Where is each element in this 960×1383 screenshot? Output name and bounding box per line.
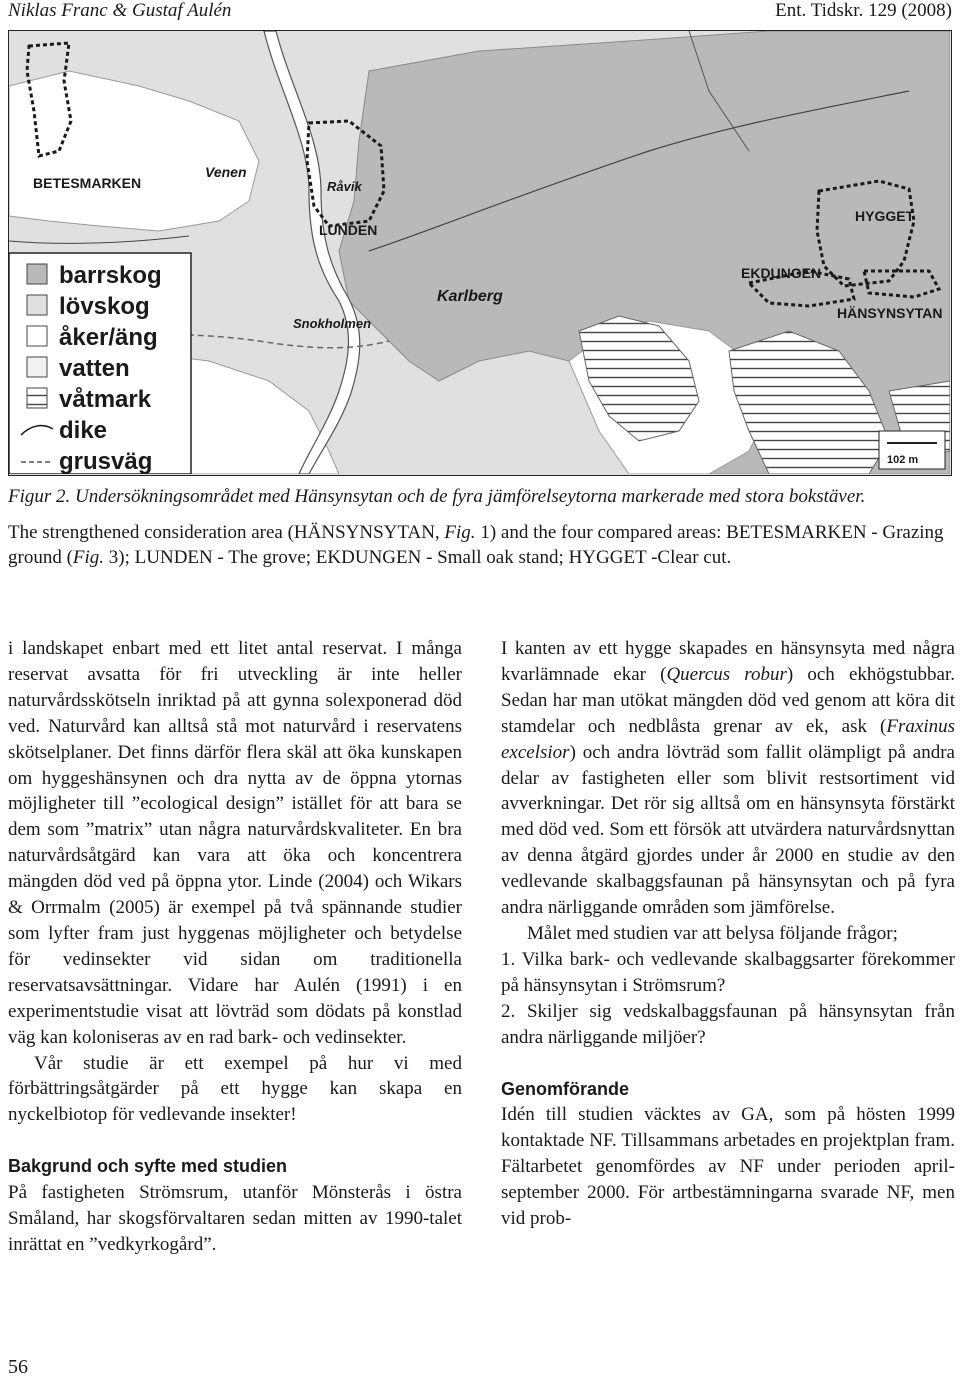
caption-swedish: Figur 2. Undersökningsområdet med Hänsynsytan och de fyra jämförelseytorna markerade med stora bokstäver.	[8, 486, 866, 507]
left-paragraph-3: På fastigheten Strömsrum, utanför Mönsterås i östra Småland, har skogsförvaltaren sedan mitten av 1990-talet inrättat en ”vedkyrkogård”.	[8, 1182, 462, 1255]
legend-label-lovskog: lövskog	[59, 293, 150, 320]
place-label-ravik: Råvik	[327, 179, 362, 194]
legend-label-vatmark: våtmark	[59, 386, 152, 413]
scale-label: 102 m	[887, 454, 919, 466]
legend-swatch-vatten	[27, 357, 47, 377]
caption-english-fig-ref-1: Fig.	[444, 521, 476, 543]
caption-english-part-c: 3); LUNDEN - The grove; EKDUNGEN - Small oak stand; HYGGET -Clear cut.	[104, 547, 732, 568]
place-label-lunden: LUNDEN	[319, 222, 378, 238]
page-number: 56	[8, 1356, 28, 1378]
right-spacer	[501, 1051, 955, 1077]
right-p1-part-c: ) och andra lövträd som fallit olämpligt på andra delar av fastigheten eller som blivit restsortiment vid avverkningar. Det rör sig alltså om en hänsynsyta förstärkt med död ved. Som ett försök att utvärdera naturvårdsnyttan av denna åtgärd gjordes under år 2000 en studie av den vedlevande skalbaggsfaunan på hänsynsytan och på fyra andra närliggande områden som jämförelse.	[501, 741, 955, 919]
research-question-2: 2. Skiljer sig vedskalbaggsfaunan på hänsynsytan från andra närliggande miljöer?	[501, 1000, 955, 1048]
research-question-1: 1. Vilka bark- och vedlevande skalbaggsarter förekommer på hänsynsytan i Strömsrum?	[501, 948, 955, 996]
legend-label-aker: åker/äng	[59, 324, 158, 351]
study-area-map	[8, 30, 952, 476]
place-label-hansynsytan: HÄNSYNSYTAN	[837, 305, 943, 321]
place-label-ekdungen: EKDUNGEN	[741, 265, 822, 281]
right-paragraph-1	[501, 636, 955, 921]
place-label-hygget: HYGGET	[855, 208, 915, 224]
right-p1-part-a: I kanten av ett hygge skapades en hänsynsyta med några kvarlämnade ekar (	[501, 638, 955, 685]
section-heading-bakgrund: Bakgrund och syfte med studien	[8, 1156, 288, 1177]
caption-english-part-a: The strengthened consideration area (HÄNSYNSYTAN,	[8, 521, 445, 543]
left-column	[8, 636, 462, 1258]
place-label-betesmarken: BETESMARKEN	[33, 175, 142, 191]
legend-swatch-lovskog	[27, 295, 47, 315]
left-paragraph-1: i landskapet enbart med ett litet antal reservat. I många reservat avsatta för fri utveckling är inte heller naturvårdsskötseln inriktad på att gynna solexponerad död ved. Naturvård kan alltså stå mot naturvård i reservatens skötselplaner. Det finns därför flera skäl att öka kunskapen om hyggeshänsynen och dra nytta av de öppna ytornas möjligheter till ”ecological design” istället för att bara se dem som ”matrix” utan några naturvårdskvaliteter. En bra naturvårdsåtgärd kan vara att öka och koncentrera mängden död ved på öppna ytor. Linde (2004) och Wikars & Orrmalm (2005) är exempel på två spännande studier som lyfter fram just hyggenas möjligheter och betydelse för vedinsekter vid sidan om traditionella reservatsavsättningar. Vidare har Aulén (1991) i en experimentstudie visat att lövträd som dödats på konstlad väg kan koloniseras av en rad bark- och vedinsekter.	[8, 638, 462, 1048]
right-paragraph-2: Målet med studien var att belysa följande frågor;	[527, 922, 898, 944]
legend-swatch-barrskog	[27, 264, 47, 284]
figure-caption	[8, 484, 952, 571]
place-label-snokholmen: Snokholmen	[293, 316, 372, 331]
running-head-authors: Niklas Franc & Gustaf Aulén	[8, 0, 232, 21]
legend-label-grusvag: grusväg	[59, 448, 153, 474]
map-scale	[879, 431, 945, 469]
legend-label-dike: dike	[59, 417, 108, 444]
caption-english-part-b: 1) and the four compared areas: BETESMARKEN - Grazing ground (	[8, 521, 944, 568]
place-label-venen: Venen	[205, 164, 247, 180]
running-head	[8, 0, 952, 26]
map-svg	[9, 31, 950, 474]
left-paragraph-2: Vår studie är ett exempel på hur vi med förbättringsåtgärder på ett hygge kan skapa en nyckelbiotop för vedlevande insekter!	[8, 1052, 462, 1126]
right-p1-part-b: ) och ekhögstubbar. Sedan har man utökat mängden död ved genom att köra dit stamdelar och nedblåsta grenar av ek, ask (	[501, 663, 956, 737]
species-quercus-robur: Quercus robur	[666, 663, 787, 685]
running-head-journal: Ent. Tidskr. 129 (2008)	[775, 0, 952, 21]
right-paragraph-3: Idén till studien väcktes av GA, som på hösten 1999 kontaktade NF. Tillsammans arbetades en projektplan fram. Fältarbetet genomfördes av NF under perioden april-september 2000. För artbestämningarna svarade NF, men vid prob-	[501, 1104, 955, 1230]
legend-swatch-aker	[27, 326, 47, 346]
left-spacer	[8, 1128, 462, 1154]
place-label-karlberg: Karlberg	[437, 288, 503, 305]
species-fraxinus-excelsior: Fraxinus excelsior	[501, 715, 955, 763]
right-column	[501, 636, 955, 1232]
legend-label-vatten: vatten	[59, 355, 130, 382]
caption-english	[8, 520, 952, 571]
legend-swatch-vatmark	[27, 388, 47, 408]
legend-label-barrskog: barrskog	[59, 262, 162, 289]
map-legend	[9, 253, 191, 474]
caption-english-fig-ref-2: Fig.	[72, 547, 105, 568]
section-heading-genomforande: Genomförande	[501, 1078, 630, 1099]
